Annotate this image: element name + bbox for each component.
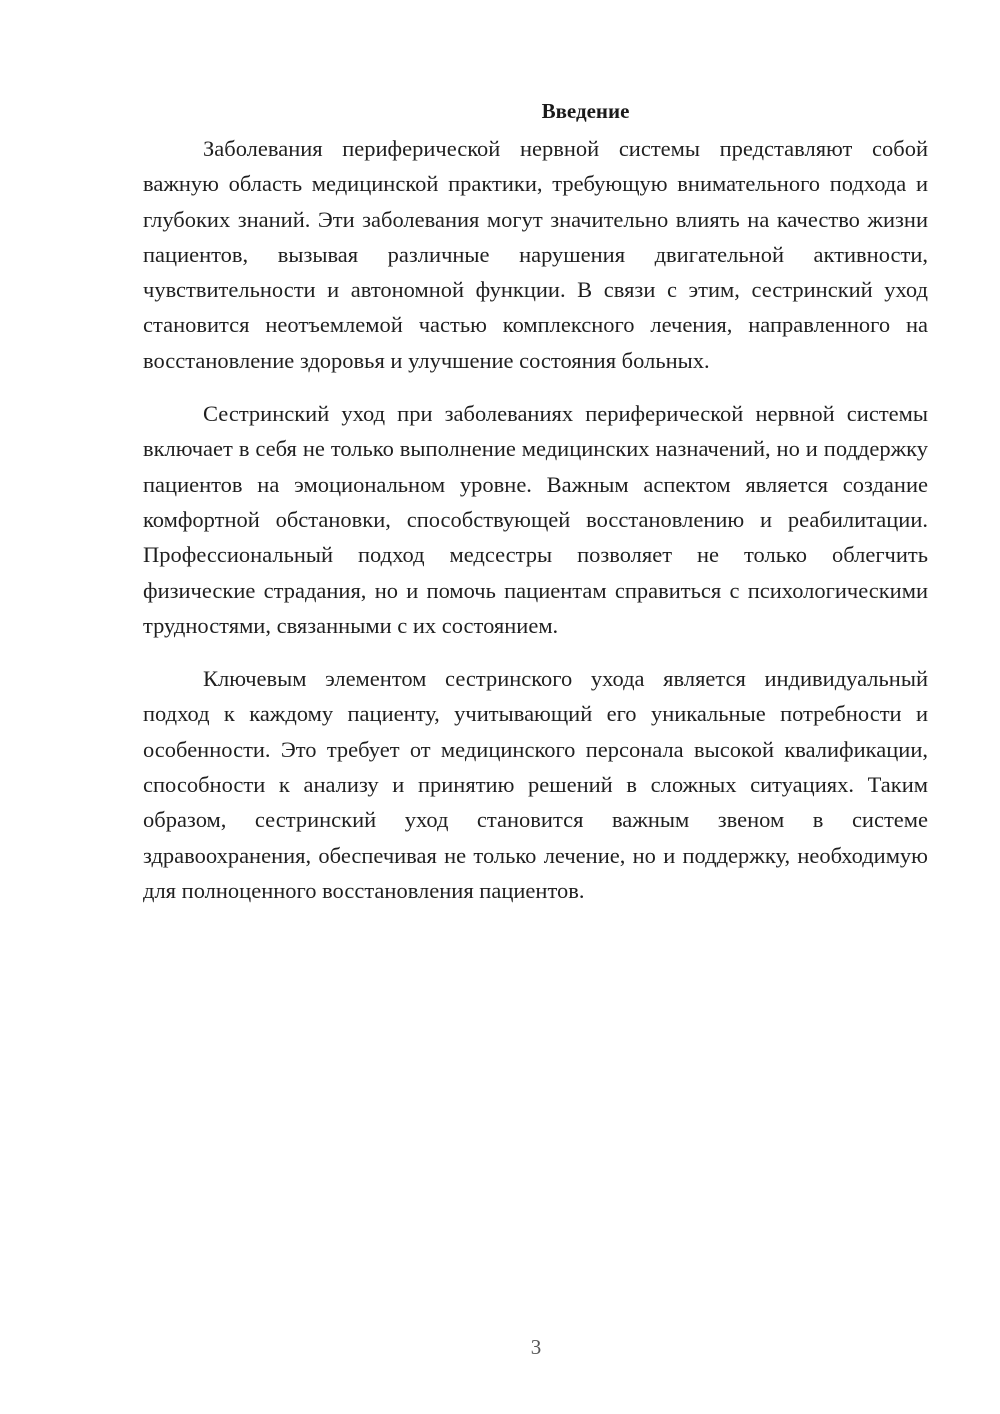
paragraph-1: Заболевания периферической нервной системы представляют собой важную область медицинской практики, требующую внимательного подхода и глубоких знаний. Эти заболевания могут значительно влиять на качество жизни пациентов, вызывая различные нарушения двигательной активности, чувствительности и автономной функции. В связи с этим, сестринский уход становится неотъемлемой частью комплексного лечения, направленного на восстановление здоровья и улучшение состояния больных.	[143, 136, 928, 373]
paragraph-2: Сестринский уход при заболеваниях периферической нервной системы включает в себя не только выполнение медицинских назначений, но и поддержку пациентов на эмоциональном уровне. Важным аспектом является создание комфортной обстановки, способствующей восстановлению и реабилитации. Профессиональный подход медсестры позволяет не только облегчить физические страдания, но и помочь пациентам справиться с психологическими трудностями, связанными с их состоянием.	[143, 401, 928, 638]
paragraph-3: Ключевым элементом сестринского ухода является индивидуальный подход к каждому пациенту, учитывающий его уникальные потребности и особенности. Это требует от медицинского персонала высокой квалификации, способности к анализу и принятию решений в сложных ситуациях. Таким образом, сестринский уход становится важным звеном в системе здравоохранения, обеспечивая не только лечение, но и поддержку, необходимую для полноценного восстановления пациентов.	[143, 666, 928, 903]
page-content	[143, 96, 928, 926]
section-title: Введение	[541, 99, 630, 123]
page-number: 3	[530, 1335, 542, 1359]
